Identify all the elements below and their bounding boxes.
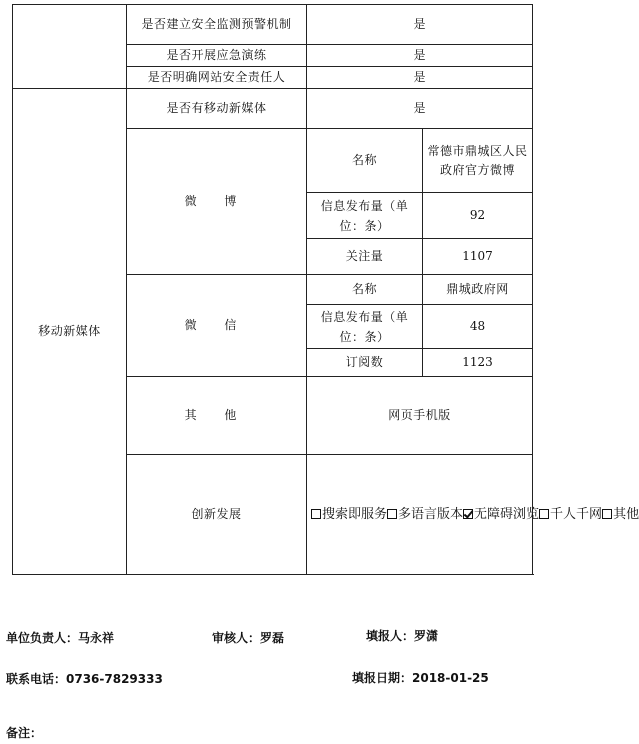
row-label: 是否开展应急演练 [127, 45, 307, 67]
checked-box-icon[interactable] [463, 509, 473, 519]
row-value: 是 [307, 5, 533, 45]
checkbox-icon[interactable] [602, 509, 612, 519]
innovation-option-label: 多语言版本 [398, 507, 464, 522]
wechat-name-label: 名称 [307, 275, 423, 305]
footer-responsible: 单位负责人：马永祥 [6, 631, 115, 645]
row-value: 是 [307, 67, 533, 89]
row-value: 是 [307, 45, 533, 67]
wechat-name-value: 鼎城政府网 [423, 275, 533, 305]
innovation-label: 创新发展 [127, 455, 307, 575]
weibo-info-label: 信息发布量（单位：条） [307, 193, 423, 239]
weibo-name-value: 常德市鼎城区人民政府官方微博 [423, 129, 533, 193]
wechat-sub-label: 订阅数 [307, 349, 423, 377]
checkbox-icon[interactable] [539, 509, 549, 519]
innovation-option-label: 其他 [613, 507, 639, 522]
row-value: 是 [307, 89, 533, 129]
innovation-option-label: 千人千网 [550, 507, 603, 522]
footer-date: 填报日期：2018-01-25 [352, 671, 489, 685]
weibo-name-label: 名称 [307, 129, 423, 193]
mobile-media-label: 移动新媒体 [13, 89, 127, 575]
wechat-info-label: 信息发布量（单位：条） [307, 305, 423, 349]
innovation-option[interactable] [387, 507, 463, 522]
innovation-option-label: 无障碍浏览 [474, 507, 540, 522]
other-value: 网页手机版 [307, 377, 533, 455]
innovation-option-label: 搜索即服务 [322, 507, 388, 522]
checkbox-icon[interactable] [311, 509, 321, 519]
innovation-option[interactable] [602, 507, 639, 522]
wechat-label: 微 信 [127, 275, 307, 377]
weibo-follow-label: 关注量 [307, 239, 423, 275]
wechat-sub-value: 1123 [423, 349, 533, 377]
innovation-option[interactable] [539, 507, 602, 522]
blank-cell [13, 5, 127, 89]
report-table [12, 4, 639, 575]
row-label: 是否建立安全监测预警机制 [127, 5, 307, 45]
checkbox-icon[interactable] [387, 509, 397, 519]
innovation-options [307, 455, 639, 575]
innovation-option[interactable] [463, 507, 539, 522]
weibo-follow-value: 1107 [423, 239, 533, 275]
footer-note: 备注： [6, 726, 43, 740]
other-label: 其 他 [127, 377, 307, 455]
table-row [13, 5, 533, 45]
row-label: 是否明确网站安全责任人 [127, 67, 307, 89]
footer-phone: 联系电话：0736-7829333 [6, 672, 163, 686]
footer-filler: 填报人：罗潇 [366, 629, 439, 643]
table-row [13, 89, 533, 129]
innovation-option[interactable] [311, 507, 387, 522]
row-label: 是否有移动新媒体 [127, 89, 307, 129]
weibo-label: 微 博 [127, 129, 307, 275]
wechat-info-value: 48 [423, 305, 533, 349]
footer-reviewer: 审核人：罗磊 [212, 631, 285, 645]
weibo-info-value: 92 [423, 193, 533, 239]
